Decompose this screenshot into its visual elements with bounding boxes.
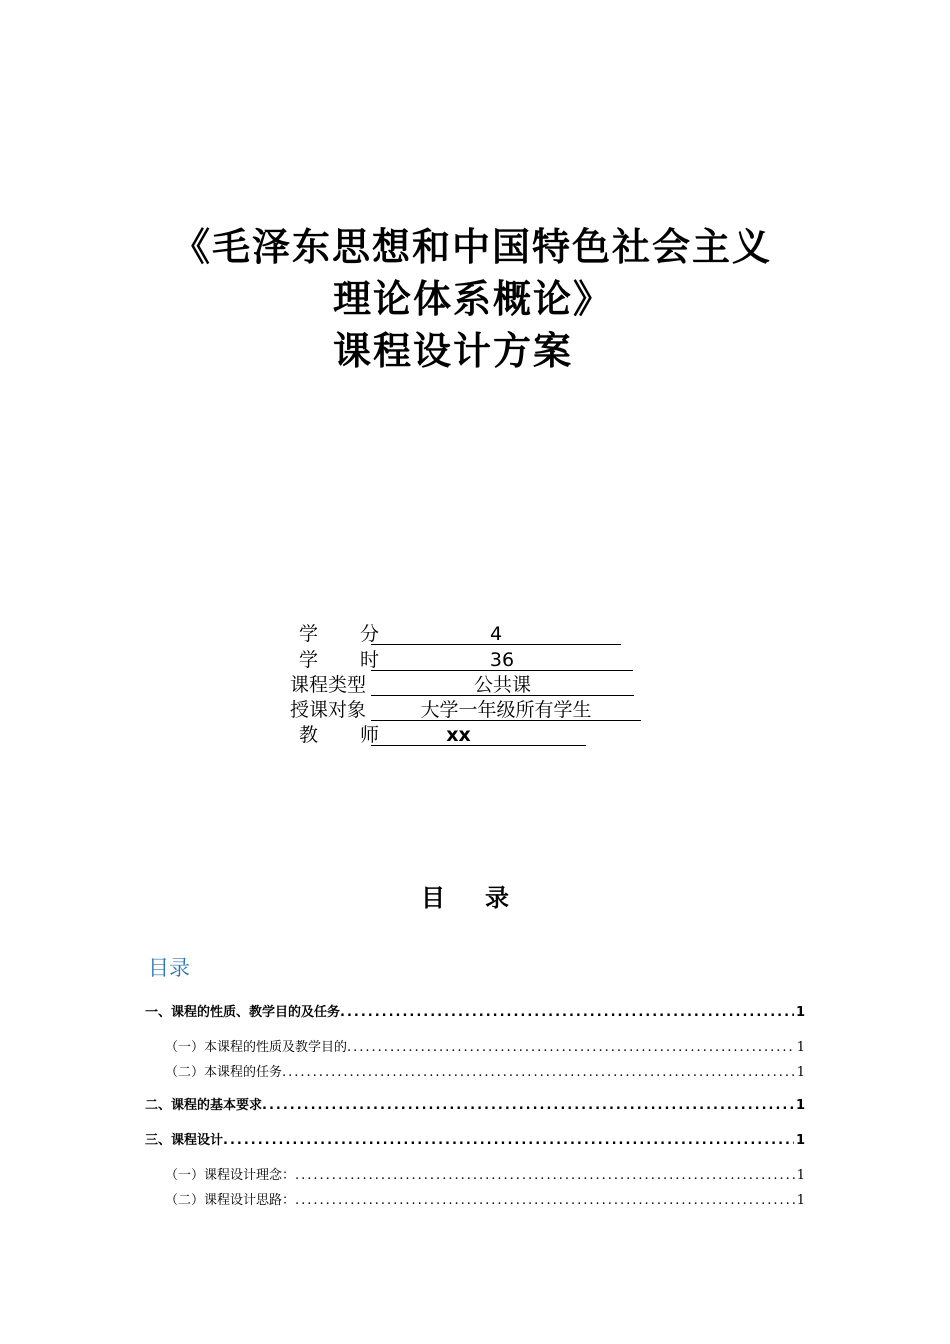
toc-page-number: 1 (795, 1005, 805, 1020)
toc-page-number: 1 (796, 1193, 805, 1208)
toc-entry[interactable] (165, 1039, 805, 1057)
toc-entry[interactable] (165, 1192, 805, 1210)
toc-leader-dots (295, 1192, 795, 1210)
toc-leader-dots (340, 1004, 794, 1022)
info-row-hours (299, 648, 639, 672)
toc-leader-dots (223, 1132, 794, 1150)
info-label: 课程类型 (290, 674, 367, 696)
info-value: 36 (489, 649, 515, 671)
info-value: xx (446, 724, 471, 746)
info-value-line (371, 723, 586, 746)
toc-page-number: 1 (796, 1040, 805, 1055)
toc-entry-text: （一）本课程的性质及教学目的 (165, 1040, 348, 1055)
info-row-course-type (290, 673, 640, 697)
toc-entry-text: （二）课程设计思路： (165, 1193, 296, 1208)
toc-page-number: 1 (796, 1065, 805, 1080)
info-label: 学 时 (299, 649, 398, 671)
toc-entry[interactable] (145, 1004, 805, 1022)
info-label: 授课对象 (290, 699, 367, 721)
toc-subheading: 目录 (148, 956, 190, 980)
info-value-line (371, 622, 621, 645)
toc-entry-text: 三、课程设计 (145, 1133, 224, 1148)
toc-entry[interactable] (145, 1097, 805, 1115)
toc-entry-text: （二）本课程的任务 (165, 1065, 283, 1080)
toc-page-number: 1 (795, 1098, 805, 1113)
toc-entry-text: 一、课程的性质、教学目的及任务 (145, 1005, 341, 1020)
info-value-line (371, 698, 641, 721)
toc-heading: 目录 (421, 884, 549, 912)
toc-entry[interactable] (165, 1064, 805, 1082)
info-row-credits (299, 622, 629, 646)
info-label: 学 分 (299, 623, 398, 645)
info-value: 大学一年级所有学生 (420, 699, 592, 721)
document-title-line-2: 理论体系概论》 (333, 277, 614, 321)
info-value-line (371, 648, 633, 671)
toc-leader-dots (295, 1167, 795, 1185)
toc-page-number: 1 (795, 1133, 805, 1148)
toc-entry[interactable] (165, 1167, 805, 1185)
toc-leader-dots (347, 1039, 795, 1057)
info-value-line (371, 673, 634, 696)
toc-entry-text: （一）课程设计理念： (165, 1168, 296, 1183)
toc-page-number: 1 (796, 1168, 805, 1183)
document-title-line-1: 《毛泽东思想和中国特色社会主义 (172, 225, 773, 269)
document-title-line-3: 课程设计方案 (333, 329, 574, 373)
toc-entry[interactable] (145, 1132, 805, 1150)
info-row-teacher (299, 723, 599, 747)
toc-entry-text: 二、课程的基本要求 (145, 1098, 263, 1113)
info-value: 4 (489, 623, 503, 645)
toc-leader-dots (282, 1064, 795, 1082)
info-label: 教 师 (299, 724, 398, 746)
info-value: 公共课 (473, 674, 531, 696)
toc-leader-dots (262, 1097, 794, 1115)
info-row-audience (290, 698, 650, 722)
